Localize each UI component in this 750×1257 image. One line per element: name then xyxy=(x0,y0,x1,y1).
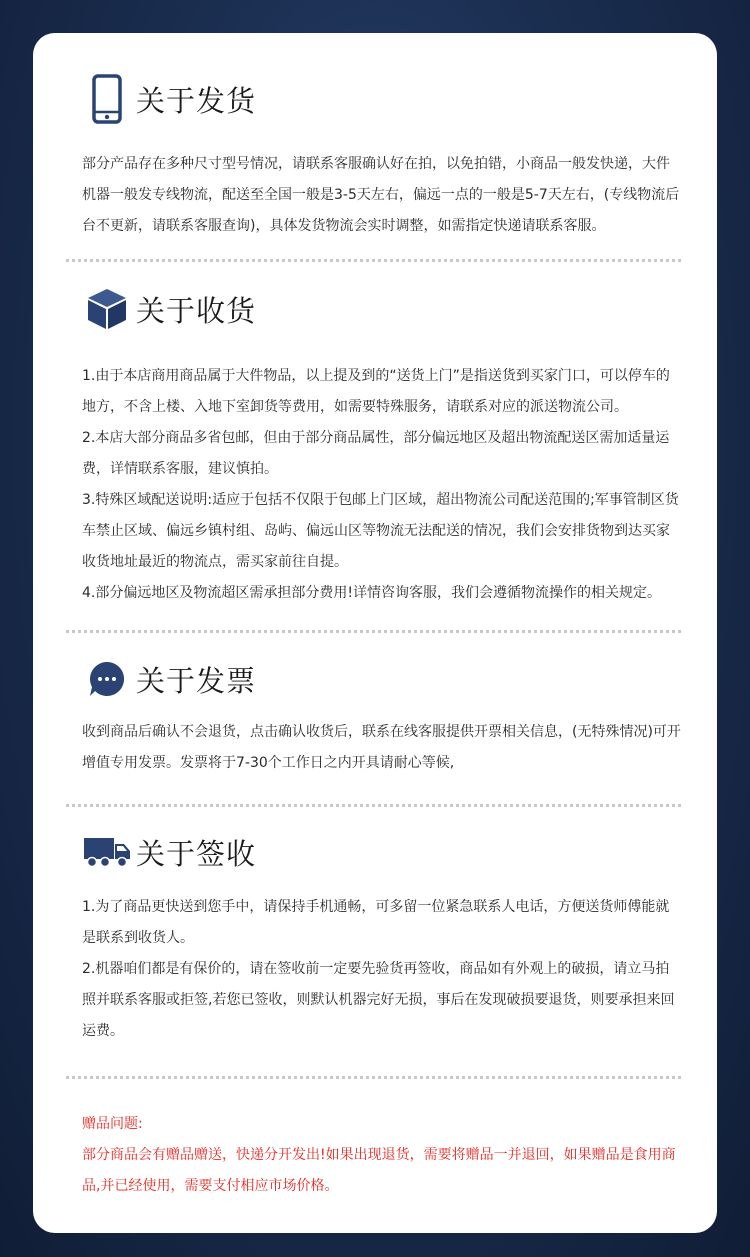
shipping-body xyxy=(82,149,681,242)
chat-bubble-icon xyxy=(82,654,132,704)
phone-icon xyxy=(82,74,132,124)
invoice-title: 关于发票 xyxy=(136,663,257,698)
gift-title: 赠品问题: xyxy=(82,1116,143,1132)
receiving-section xyxy=(82,279,681,339)
receiving-item: 2.本店大部分商品多省包邮，但由于部分商品属性，部分偏远地区及超出物流配送区需加适量运费，详情联系客服，建议慎拍。 xyxy=(82,430,670,477)
shipping-header xyxy=(82,69,681,129)
receiving-item: 3.特殊区域配送说明:适应于包括不仅限于包邮上门区域，超出物流公司配送范围的;军事管制区货车禁止区域、偏远乡镇村组、岛屿、偏远山区等物流无法配送的情况，我们会安排货物到达买家收货地址最近的物流点，需买家前往自提。 xyxy=(82,492,679,570)
signing-item: 1.为了商品更快送到您手中，请保持手机通畅，可多留一位紧急联系人电话，方便送货师傅能就是联系到收货人。 xyxy=(82,899,670,946)
box-icon xyxy=(82,284,132,334)
receiving-title: 关于收货 xyxy=(136,293,257,328)
invoice-body xyxy=(82,717,681,779)
receiving-item: 4.部分偏远地区及物流超区需承担部分费用!详情咨询客服，我们会遵循物流操作的相关规定。 xyxy=(82,585,661,601)
divider xyxy=(66,1076,681,1079)
shipping-title: 关于发货 xyxy=(136,83,257,118)
signing-header xyxy=(82,822,681,882)
receiving-item: 1.由于本店商用商品属于大件物品，以上提及到的“送货上门”是指送货到买家门口，可以停车的地方，不含上楼、入地下室卸货等费用，如需要特殊服务，请联系对应的派送物流公司。 xyxy=(82,368,670,415)
gift-section xyxy=(82,1109,681,1202)
signing-item: 2.机器咱们都是有保价的，请在签收前一定要先验货再签收，商品如有外观上的破损，请立马拍照并联系客服或拒签,若您已签收，则默认机器完好无损，事后在发现破损要退货，则要承担来回运费。 xyxy=(82,961,675,1039)
gift-text: 部分商品会有赠品赠送，快递分开发出!如果出现退货，需要将赠品一并退回，如果赠品是食用商品,并已经使用，需要支付相应市场价格。 xyxy=(82,1147,676,1194)
signing-section xyxy=(82,822,681,882)
invoice-section xyxy=(82,649,681,709)
shipping-section xyxy=(82,69,681,129)
truck-icon xyxy=(82,827,132,877)
info-card xyxy=(33,33,717,1233)
signing-body xyxy=(82,892,681,1047)
divider xyxy=(66,630,681,633)
divider xyxy=(66,804,681,807)
receiving-header xyxy=(82,279,681,339)
invoice-paragraph: 收到商品后确认不会退货，点击确认收货后，联系在线客服提供开票相关信息，(无特殊情况)可开增值专用发票。发票将于7-30个工作日之内开具请耐心等候, xyxy=(82,724,681,771)
receiving-body xyxy=(82,361,681,609)
signing-title: 关于签收 xyxy=(136,836,257,871)
divider xyxy=(66,259,681,262)
shipping-paragraph: 部分产品存在多种尺寸型号情况，请联系客服确认好在拍，以免拍错，小商品一般发快递，大件机器一般发专线物流，配送至全国一般是3-5天左右，偏远一点的一般是5-7天左右，(专线物流后台不更新，请联系客服查询)，具体发货物流会实时调整，如需指定快递请联系客服。 xyxy=(82,156,680,234)
invoice-header xyxy=(82,649,681,709)
